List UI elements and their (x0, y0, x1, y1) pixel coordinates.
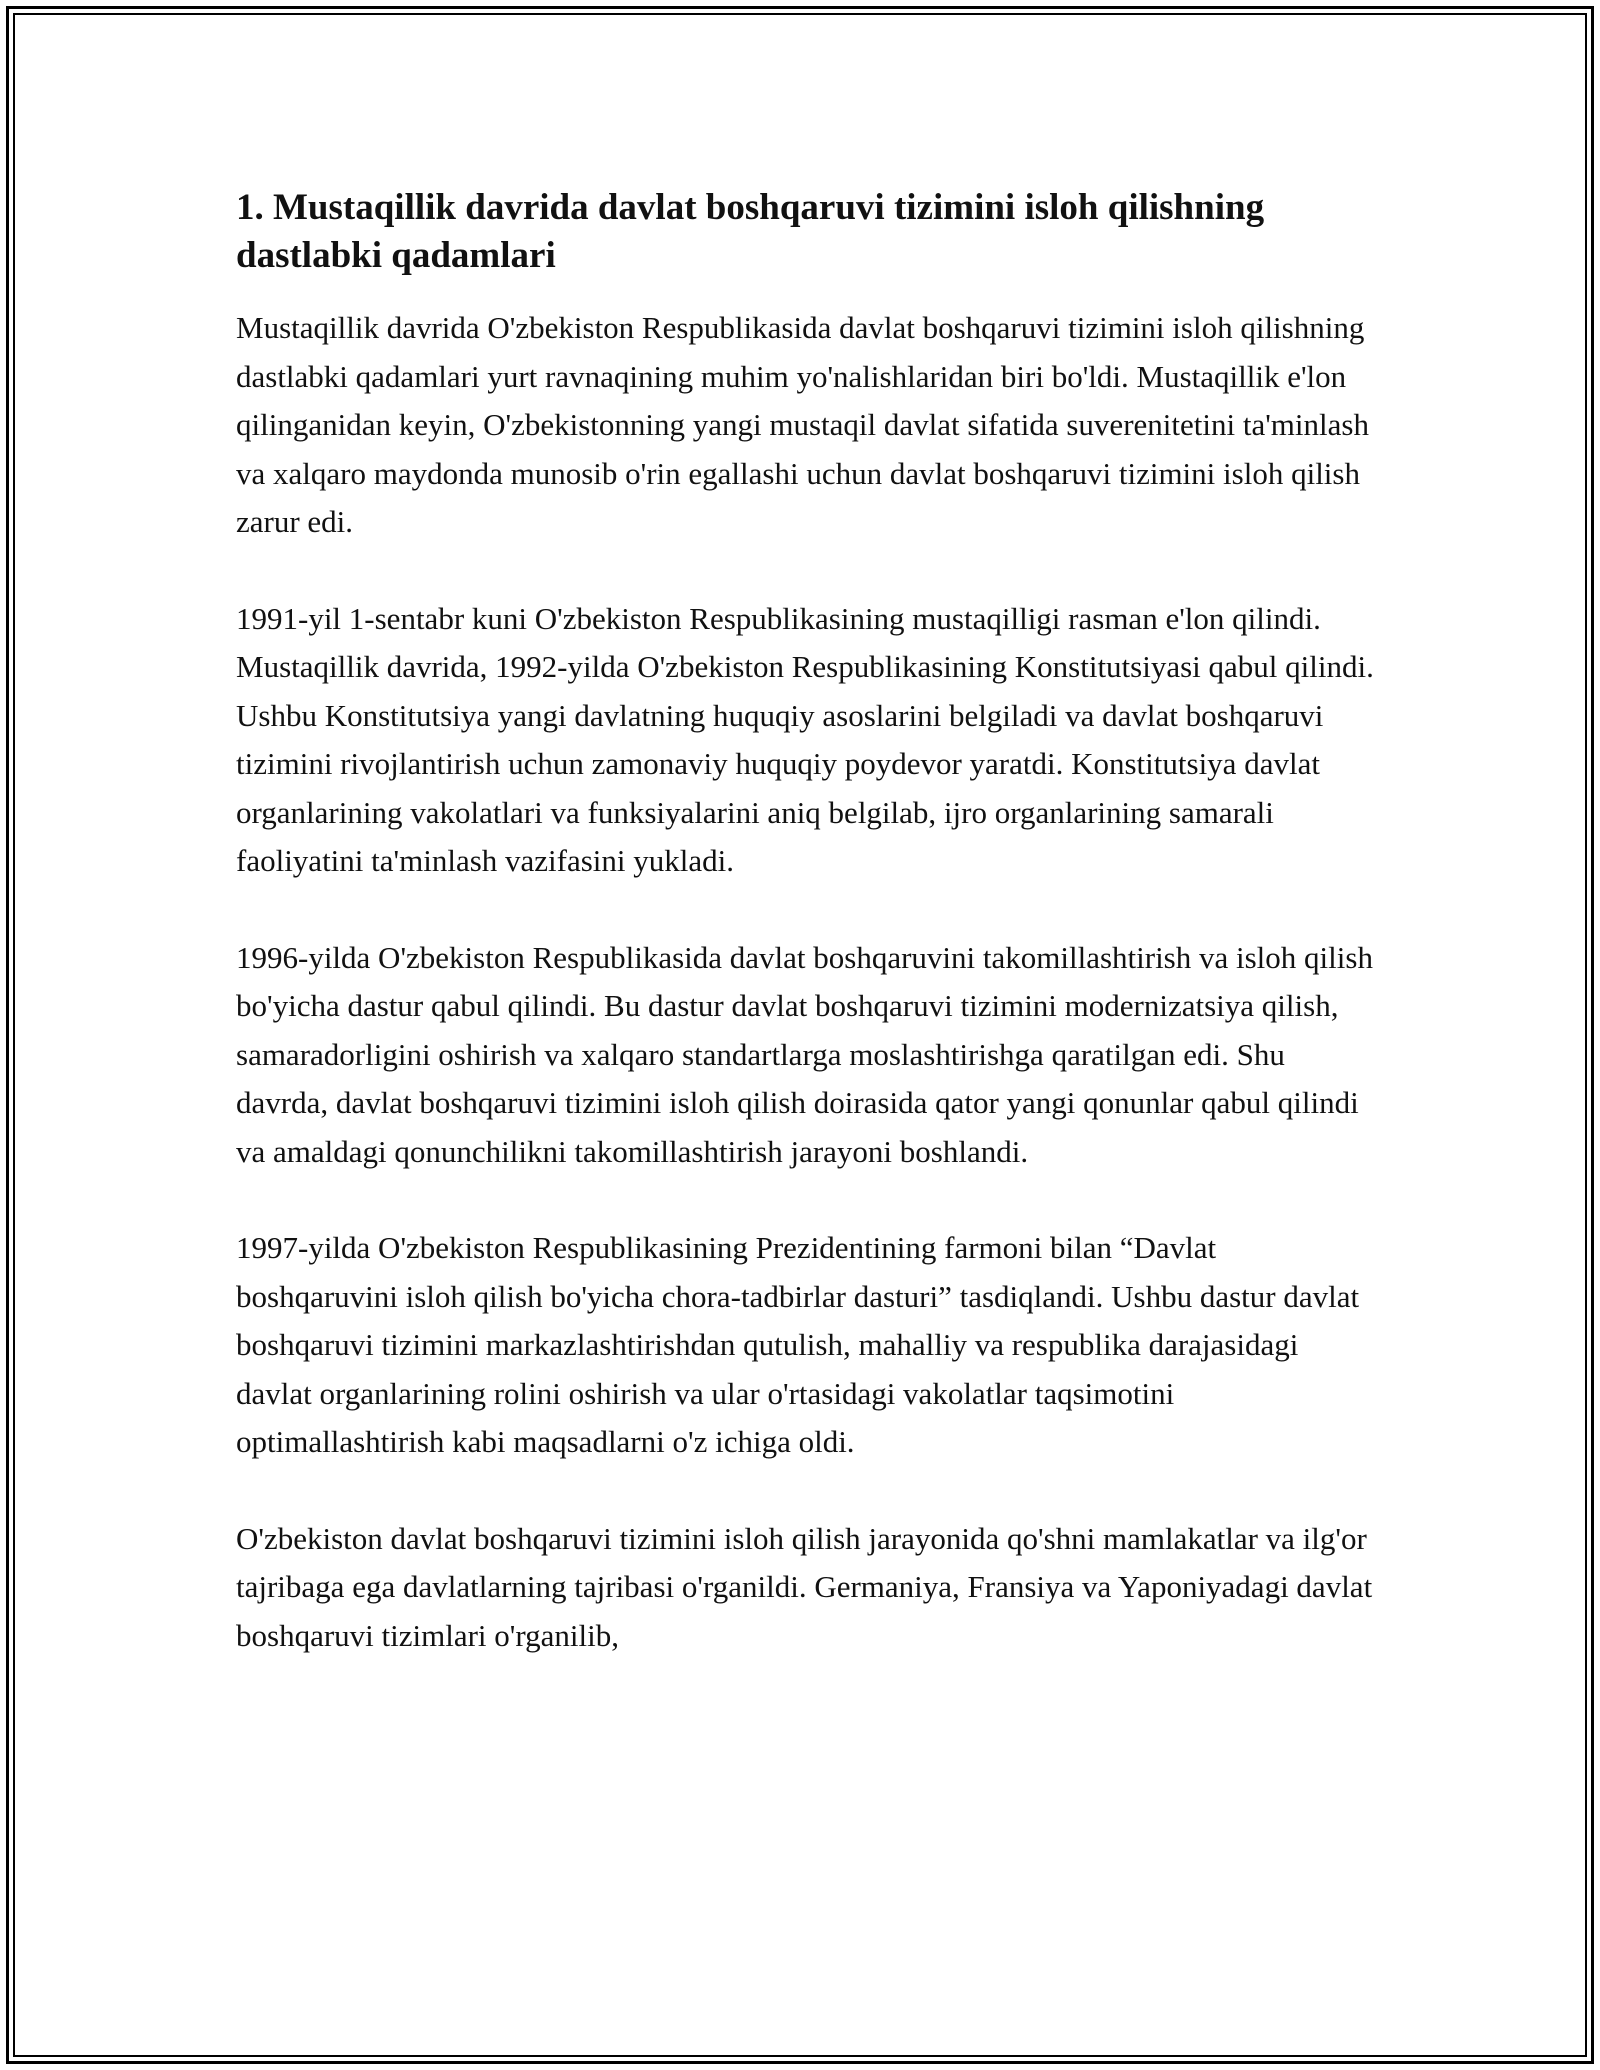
paragraph-3: 1996-yilda O'zbekiston Respublikasida davlat boshqaruvini takomillashtirish va isloh qilish bo'yicha dastur qabul qilindi. Bu dastur davlat boshqaruvi tizimini modernizatsiya qilish, samaradorligini oshirish va xalqaro standartlarga moslashtirishga qaratilgan edi. Shu davrda, davlat boshqaruvi tizimini isloh qilish doirasida qator yangi qonunlar qabul qilindi va amaldagi qonunchilikni takomillashtirish jarayoni boshlandi. (236, 939, 1373, 1169)
paragraph-2: 1991-yil 1-sentabr kuni O'zbekiston Respublikasining mustaqilligi rasman e'lon qilindi. Mustaqillik davrida, 1992-yilda O'zbekiston Respublikasining Konstitutsiyasi qabul qilindi. Ushbu Konstitutsiya yangi davlatning huquqiy asoslarini belgiladi va davlat boshqaruvi tizimini rivojlantirish uchun zamonaviy huquqiy poydevor yaratdi. Konstitutsiya davlat organlarining vakolatlari va funksiyalarini aniq belgilab, ijro organlarining samarali faoliyatini ta'minlash vazifasini yukladi. (236, 600, 1374, 878)
paragraph-1: Mustaqillik davrida O'zbekiston Respublikasida davlat boshqaruvi tizimini isloh qilishning dastlabki qadamlari yurt ravnaqining muhim yo'nalishlaridan biri bo'ldi. Mustaqillik e'lon qilinganidan keyin, O'zbekistonning yangi mustaqil davlat sifatida suverenitetini ta'minlash va xalqaro maydonda munosib o'rin egallashi uchun davlat boshqaruvi tizimini isloh qilish zarur edi. (236, 310, 1369, 539)
paragraph-4: 1997-yilda O'zbekiston Respublikasining Prezidentining farmoni bilan “Davlat boshqaruvini isloh qilish bo'yicha chora-tadbirlar dasturi” tasdiqlandi. Ushbu dastur davlat boshqaruvi tizimini markazlashtirishdan qutulish, mahalliy va respublika darajasidagi davlat organlarining rolini oshirish va ular o'rtasidagi vakolatlar taqsimotini optimallashtirish kabi maqsadlarni o'z ichiga oldi. (236, 1230, 1360, 1459)
document-body (236, 184, 1376, 1708)
paragraph-5: O'zbekiston davlat boshqaruvi tizimini isloh qilish jarayonida qo'shni mamlakatlar va ilg'or tajribaga ega davlatlarning tajribasi o'rganildi. Germaniya, Fransiya va Yaponiyadagi davlat boshqaruvi tizimlari o'rganilib, (236, 1520, 1373, 1653)
section-heading: 1. Mustaqillik davrida davlat boshqaruvi tizimini isloh qilishning dastlabki qadamlari (236, 187, 1265, 276)
